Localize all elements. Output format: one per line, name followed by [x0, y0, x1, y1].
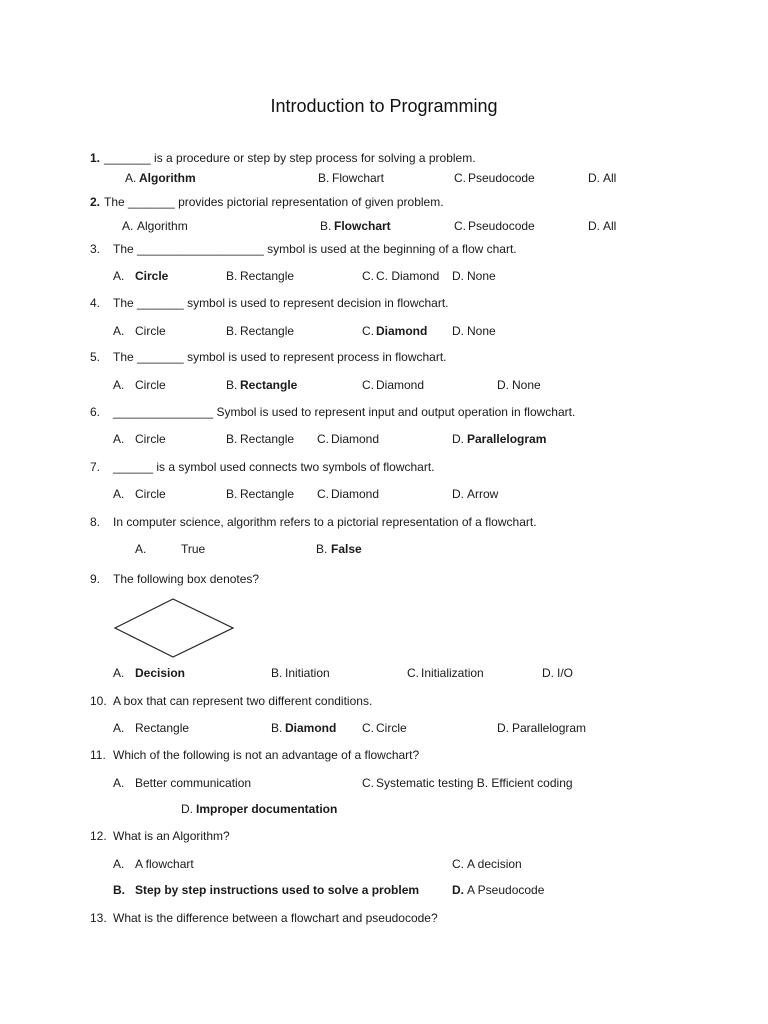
option-letter: B.	[271, 721, 283, 735]
option-letter: C.	[362, 324, 374, 338]
option-text: Algorithm	[139, 171, 196, 185]
option-letter: C.	[407, 666, 419, 680]
option-letter: D.	[452, 324, 464, 338]
option-letter: C.	[454, 219, 466, 233]
question-number: 13.	[90, 911, 107, 925]
option-text: Systematic testing B. Efficient coding	[376, 776, 573, 790]
decision-diamond-shape	[113, 597, 235, 659]
question-text: _______________ Symbol is used to represent input and output operation in flowchart.	[113, 405, 576, 419]
option-letter: A.	[125, 171, 137, 185]
question-text: In computer science, algorithm refers to a pictorial representation of a flowchart.	[113, 515, 537, 529]
option-letter: C.	[362, 378, 374, 392]
option-text: Parallelogram	[512, 721, 587, 735]
option-text: C. Diamond	[376, 269, 440, 283]
option-letter: D.	[452, 883, 464, 897]
option-letter: D.	[588, 219, 600, 233]
question-number: 5.	[90, 350, 101, 364]
option-letter: A.	[113, 432, 125, 446]
option-letter: D.	[497, 378, 509, 392]
option-letter: B.	[271, 666, 283, 680]
option-text: Circle	[135, 487, 166, 501]
option-letter: C.	[317, 432, 329, 446]
option-letter: A.	[113, 666, 125, 680]
option-letter: D.	[452, 487, 464, 501]
option-letter: A.	[113, 269, 125, 283]
question-number: 11.	[90, 748, 106, 762]
question-number: 1.	[90, 151, 101, 165]
option-letter: C.	[362, 269, 374, 283]
option-text: Rectangle	[240, 269, 295, 283]
option-letter: B.	[113, 883, 125, 897]
option-text: Arrow	[467, 487, 499, 501]
option-text: Rectangle	[240, 432, 295, 446]
question-number: 4.	[90, 296, 101, 310]
option-text: Diamond	[331, 487, 380, 501]
option-text: Flowchart	[332, 171, 385, 185]
question-number: 8.	[90, 515, 101, 529]
question-number: 7.	[90, 460, 101, 474]
option-letter: C.	[317, 487, 329, 501]
option-text: Rectangle	[240, 487, 295, 501]
option-letter: D.	[452, 269, 464, 283]
option-text: Circle	[376, 721, 407, 735]
option-letter: B.	[226, 269, 238, 283]
question-text: _______ is a procedure or step by step process for solving a problem.	[104, 151, 476, 165]
option-letter: A.	[122, 219, 134, 233]
option-letter: A.	[113, 378, 125, 392]
option-letter: C.	[362, 776, 374, 790]
option-letter: D.	[181, 802, 193, 816]
option-text: Diamond	[331, 432, 380, 446]
option-text: Decision	[135, 666, 186, 680]
question-text: What is the difference between a flowchart and pseudocode?	[113, 911, 438, 925]
option-letter: D.	[588, 171, 600, 185]
option-letter: B.	[320, 219, 332, 233]
option-text: Parallelogram	[467, 432, 547, 446]
question-number: 10.	[90, 694, 107, 708]
option-letter: B.	[226, 487, 238, 501]
option-text: Initiation	[285, 666, 330, 680]
option-text: Pseudocode	[468, 171, 535, 185]
option-letter: B.	[226, 378, 238, 392]
option-text: Rectangle	[240, 378, 298, 392]
option-letter: A.	[135, 542, 147, 556]
option-letter: C.	[454, 171, 466, 185]
option-text: Circle	[135, 324, 166, 338]
option-text: A Pseudocode	[467, 883, 545, 897]
question-text: ______ is a symbol used connects two symbols of flowchart.	[113, 460, 435, 474]
option-text: Circle	[135, 269, 169, 283]
page-title: Introduction to Programming	[270, 96, 498, 116]
option-text: Improper documentation	[196, 802, 338, 816]
option-text: Rectangle	[240, 324, 295, 338]
option-text: False	[331, 542, 362, 556]
option-letter: B.	[226, 432, 238, 446]
option-text: Rectangle	[135, 721, 190, 735]
question-text: A box that can represent two different conditions.	[113, 694, 373, 708]
option-letter: C.	[362, 721, 374, 735]
question-text: The _______ provides pictorial representation of given problem.	[104, 195, 444, 209]
option-text: None	[467, 269, 496, 283]
option-letter: D.	[497, 721, 509, 735]
option-text: Algorithm	[137, 219, 188, 233]
option-text: Flowchart	[334, 219, 391, 233]
option-letter: A.	[113, 324, 125, 338]
option-text: True	[181, 542, 206, 556]
option-text: Diamond	[376, 324, 428, 338]
option-text: Initialization	[421, 666, 484, 680]
option-text: I/O	[557, 666, 574, 680]
option-letter: C.	[452, 857, 464, 871]
option-letter: A.	[113, 857, 125, 871]
question-text: The following box denotes?	[113, 572, 260, 586]
option-text: A decision	[467, 857, 522, 871]
option-letter: B.	[226, 324, 238, 338]
question-text: What is an Algorithm?	[113, 829, 230, 843]
question-number: 6.	[90, 405, 101, 419]
option-letter: D.	[542, 666, 554, 680]
question-text: The _______ symbol is used to represent process in flowchart.	[113, 350, 447, 364]
option-letter: A.	[113, 776, 125, 790]
option-text: Diamond	[285, 721, 337, 735]
option-text: A flowchart	[135, 857, 194, 871]
question-number: 2.	[90, 195, 101, 209]
option-text: Circle	[135, 432, 166, 446]
question-number: 12.	[90, 829, 107, 843]
question-text: The ___________________ symbol is used at the beginning of a flow chart.	[113, 242, 517, 256]
option-text: Better communication	[135, 776, 252, 790]
option-text: All	[603, 171, 617, 185]
option-letter: D.	[452, 432, 464, 446]
question-text: The _______ symbol is used to represent decision in flowchart.	[113, 296, 449, 310]
option-text: All	[603, 219, 617, 233]
option-text: Circle	[135, 378, 166, 392]
option-text: None	[512, 378, 541, 392]
option-letter: B.	[316, 542, 328, 556]
option-text: None	[467, 324, 496, 338]
option-text: Pseudocode	[468, 219, 535, 233]
option-letter: B.	[318, 171, 330, 185]
question-number: 9.	[90, 572, 101, 586]
option-text: Diamond	[376, 378, 425, 392]
option-letter: A.	[113, 721, 125, 735]
question-number: 3.	[90, 242, 101, 256]
option-letter: A.	[113, 487, 125, 501]
option-text: Step by step instructions used to solve a problem	[135, 883, 420, 897]
question-text: Which of the following is not an advantage of a flowchart?	[113, 748, 420, 762]
